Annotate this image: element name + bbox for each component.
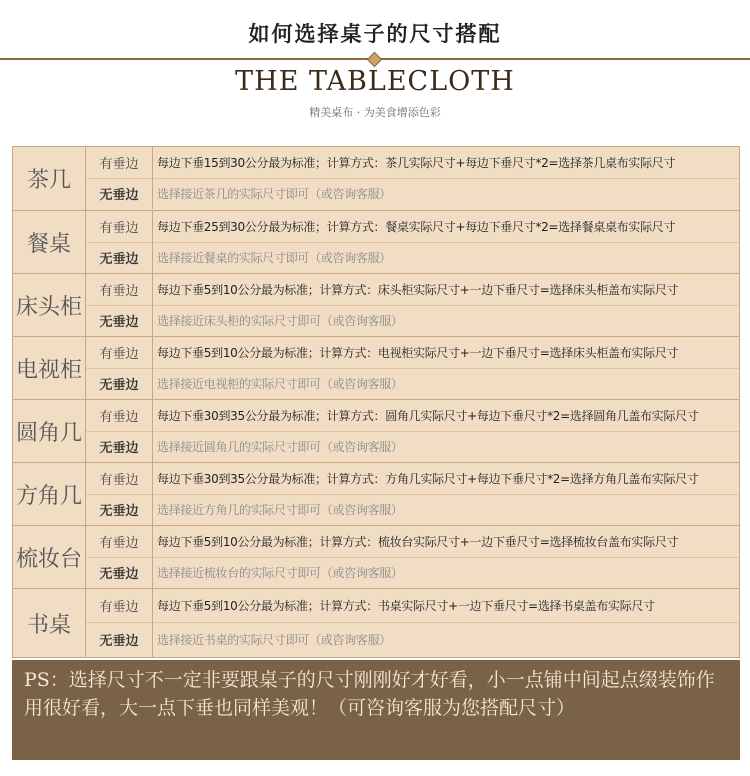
category-label: 书桌 [13, 589, 86, 657]
no-drape-row [86, 368, 739, 399]
with-drape-row [86, 147, 739, 179]
drape-type-label: 无垂边 [86, 178, 153, 209]
drape-type-label: 无垂边 [86, 494, 153, 525]
with-drape-row [86, 274, 739, 306]
table-row-dressing-table [13, 525, 739, 588]
drape-description: 选择接近梳妆台的实际尺寸即可（或咨询客服） [157, 566, 403, 580]
brand-title: THE TABLECLOTH [235, 66, 515, 97]
category-label: 床头柜 [13, 274, 86, 336]
category-label: 餐桌 [13, 211, 86, 273]
with-drape-row [86, 589, 739, 623]
drape-type-label: 无垂边 [86, 622, 153, 657]
drape-type-label: 有垂边 [86, 211, 153, 242]
drape-type-label: 无垂边 [86, 305, 153, 336]
diamond-ornament-icon [367, 52, 383, 68]
category-label: 电视柜 [13, 337, 86, 399]
drape-type-label: 有垂边 [86, 463, 153, 494]
table-row-tv-cabinet [13, 336, 739, 399]
table-row-square-table [13, 462, 739, 525]
with-drape-row [86, 463, 739, 495]
category-label: 圆角几 [13, 400, 86, 462]
drape-type-label: 有垂边 [86, 274, 153, 305]
drape-type-label: 有垂边 [86, 400, 153, 431]
brand-subtitle: 精美桌布 · 为美食增添色彩 [309, 106, 441, 119]
table-row-round-table [13, 399, 739, 462]
drape-description: 每边下垂5到10公分最为标准；计算方式：梳妆台实际尺寸+一边下垂尺寸=选择梳妆台盖布实际尺寸 [157, 535, 679, 549]
drape-type-label: 有垂边 [86, 337, 153, 368]
no-drape-row [86, 242, 739, 273]
drape-type-label: 有垂边 [86, 147, 153, 178]
category-label: 茶几 [13, 147, 86, 210]
drape-description: 每边下垂30到35公分最为标准；计算方式：方角几实际尺寸+每边下垂尺寸*2=选择方角几盖布实际尺寸 [157, 472, 699, 486]
drape-type-label: 无垂边 [86, 242, 153, 273]
drape-type-label: 有垂边 [86, 589, 153, 622]
with-drape-row [86, 211, 739, 243]
ps-note: PS：选择尺寸不一定非要跟桌子的尺寸刚刚好才好看，小一点铺中间起点缀装饰作用很好看，大一点下垂也同样美观！（可咨询客服为您搭配尺寸） [12, 660, 740, 760]
no-drape-row [86, 494, 739, 525]
drape-description: 选择接近床头柜的实际尺寸即可（或咨询客服） [157, 314, 403, 328]
drape-description: 选择接近方角几的实际尺寸即可（或咨询客服） [157, 503, 403, 517]
drape-description: 每边下垂25到30公分最为标准；计算方式：餐桌实际尺寸+每边下垂尺寸*2=选择餐桌桌布实际尺寸 [157, 220, 676, 234]
with-drape-row [86, 526, 739, 558]
table-row-desk [13, 588, 739, 657]
drape-description: 选择接近书桌的实际尺寸即可（或咨询客服） [157, 633, 392, 647]
table-row-tea-table [13, 147, 739, 210]
drape-type-label: 无垂边 [86, 368, 153, 399]
drape-description: 每边下垂15到30公分最为标准；计算方式：茶几实际尺寸+每边下垂尺寸*2=选择茶几桌布实际尺寸 [157, 156, 676, 170]
drape-description: 选择接近电视柜的实际尺寸即可（或咨询客服） [157, 377, 403, 391]
no-drape-row [86, 431, 739, 462]
no-drape-row [86, 305, 739, 336]
no-drape-row [86, 622, 739, 657]
table-row-nightstand [13, 273, 739, 336]
with-drape-row [86, 400, 739, 432]
category-label: 方角几 [13, 463, 86, 525]
drape-description: 每边下垂5到10公分最为标准；计算方式：书桌实际尺寸+一边下垂尺寸=选择书桌盖布实际尺寸 [157, 599, 655, 613]
no-drape-row [86, 178, 739, 209]
drape-description: 选择接近餐桌的实际尺寸即可（或咨询客服） [157, 251, 392, 265]
drape-type-label: 无垂边 [86, 431, 153, 462]
drape-description: 选择接近茶几的实际尺寸即可（或咨询客服） [157, 187, 392, 201]
size-guide-table [12, 146, 740, 658]
drape-description: 选择接近圆角几的实际尺寸即可（或咨询客服） [157, 440, 403, 454]
drape-description: 每边下垂30到35公分最为标准；计算方式：圆角几实际尺寸+每边下垂尺寸*2=选择圆角几盖布实际尺寸 [157, 409, 699, 423]
category-label: 梳妆台 [13, 526, 86, 588]
drape-type-label: 有垂边 [86, 526, 153, 557]
drape-description: 每边下垂5到10公分最为标准；计算方式：电视柜实际尺寸+一边下垂尺寸=选择床头柜盖布实际尺寸 [157, 346, 679, 360]
table-row-dining-table [13, 210, 739, 273]
no-drape-row [86, 557, 739, 588]
page-title: 如何选择桌子的尺寸搭配 [248, 22, 502, 46]
with-drape-row [86, 337, 739, 369]
drape-description: 每边下垂5到10公分最为标准；计算方式：床头柜实际尺寸+一边下垂尺寸=选择床头柜盖布实际尺寸 [157, 283, 679, 297]
drape-type-label: 无垂边 [86, 557, 153, 588]
